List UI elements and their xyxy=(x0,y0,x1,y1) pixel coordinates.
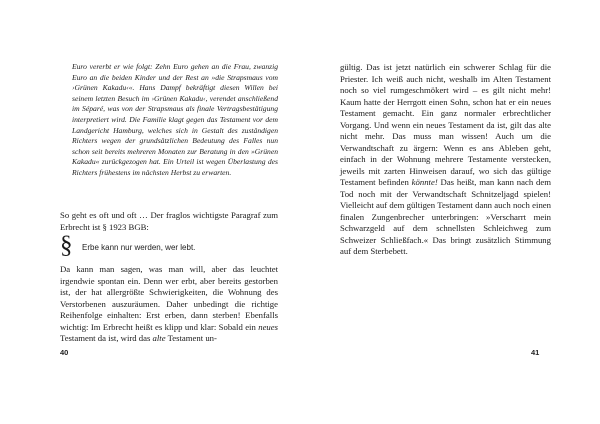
section-sign-icon: § xyxy=(60,232,73,259)
page-number-right: 41 xyxy=(531,348,540,357)
paragraph-body-text: Da kann man sagen, was man will, aber das leuchtet irgendwie spontan ein. Denn wer erbt, aber bereits gestorben ist, der hat allergrößte Schwierigkeiten, die Wohnung des Verstorbenen auszuräumen. Daher unbedingt die richtige Reihenfolge einhalten: Erst erben, dann sterben! Ebenfalls wichtig: Im Erbrecht heißt es klipp und klar: Sobald ein xyxy=(60,264,278,332)
paragraph-continuation xyxy=(340,62,551,258)
emphasis-neues: neues xyxy=(258,321,278,332)
paragraph-intro: So geht es oft und oft … Der fraglos wichtigste Paragraf zum Erbrecht ist § 1923 BGB: xyxy=(60,210,278,232)
paragraph-body-text-mid: Testament da ist, wird das xyxy=(60,333,153,343)
paragraph-body xyxy=(60,264,278,345)
paragraph-continuation-text-end: Das heißt, man kann nach dem Tod noch mit der Verwandtschaft Schnitzeljagd spielen! Vielleicht auf dem gültigen Testament dann auch noch einen finalen Zungenbrecher unterbringen: »Verscharrt mein Schwarzgeld auf dem schnellsten Schleichweg zum Schweizer Schließfach.« Das bringt zusätzlich Stimmung auf dem Sterbebett. xyxy=(340,177,551,256)
paragraph-body-text-end: Testament un- xyxy=(165,333,217,343)
emphasis-koennte: könnte! xyxy=(411,177,438,187)
page-number-left: 40 xyxy=(60,348,69,357)
law-citation-text: Erbe kann nur werden, wer lebt. xyxy=(82,243,196,252)
right-page xyxy=(300,0,600,424)
paragraph-continuation-text: gültig. Das ist jetzt natürlich ein schwerer Schlag für die Priester. Ich weiß auch nicht, weshalb im Alten Testament noch so viel rumgeschmökert wird – es gilt nicht mehr! Kaum hatte der Herrgott einen Sohn, schon hat er ein neues Testament gemacht. Ein ganz normaler erbrechtlicher Vorgang. Und wenn ein neues Testament da ist, gilt das alte nicht mehr. Das muss man wissen! Auch um die Verwandtschaft zu ärgern: Wenn es ans Ableben geht, einfach in der Wohnung mehrere Testamente verstecken, jeweils mit zarten Hinweisen darauf, wo sich das gültige Testament befinden xyxy=(340,62,551,187)
italic-case-quote: Euro vererbt er wie folgt: Zehn Euro gehen an die Frau, zwanzig Euro an die beiden Kinder und der Rest an »die Strapsmaus vom ›Grünen Kakadu‹«. Hans Dampf bekräftigt diesen Willen bei seinem letzten Besuch im ›Grünen Kakadu‹, verendet anschließend im Séparé, was von der Strapsmaus als finale Vertragsbestätigung interpretiert wird. Die Familie klagt gegen das Testament vor dem Landgericht Hamburg, welches sich in Gestalt des zuständigen Richters wegen der grundsätzlichen Bedeutung des Falles nun schon seit bereits mehreren Monaten zur Beratung in den »Grünen Kakadu« zurückgezogen hat. Ein Urteil ist wegen Überlastung des Richters frühestens im nächsten Herbst zu erwarten. xyxy=(72,62,278,177)
law-citation xyxy=(60,232,280,262)
emphasis-alte: alte xyxy=(152,333,166,343)
